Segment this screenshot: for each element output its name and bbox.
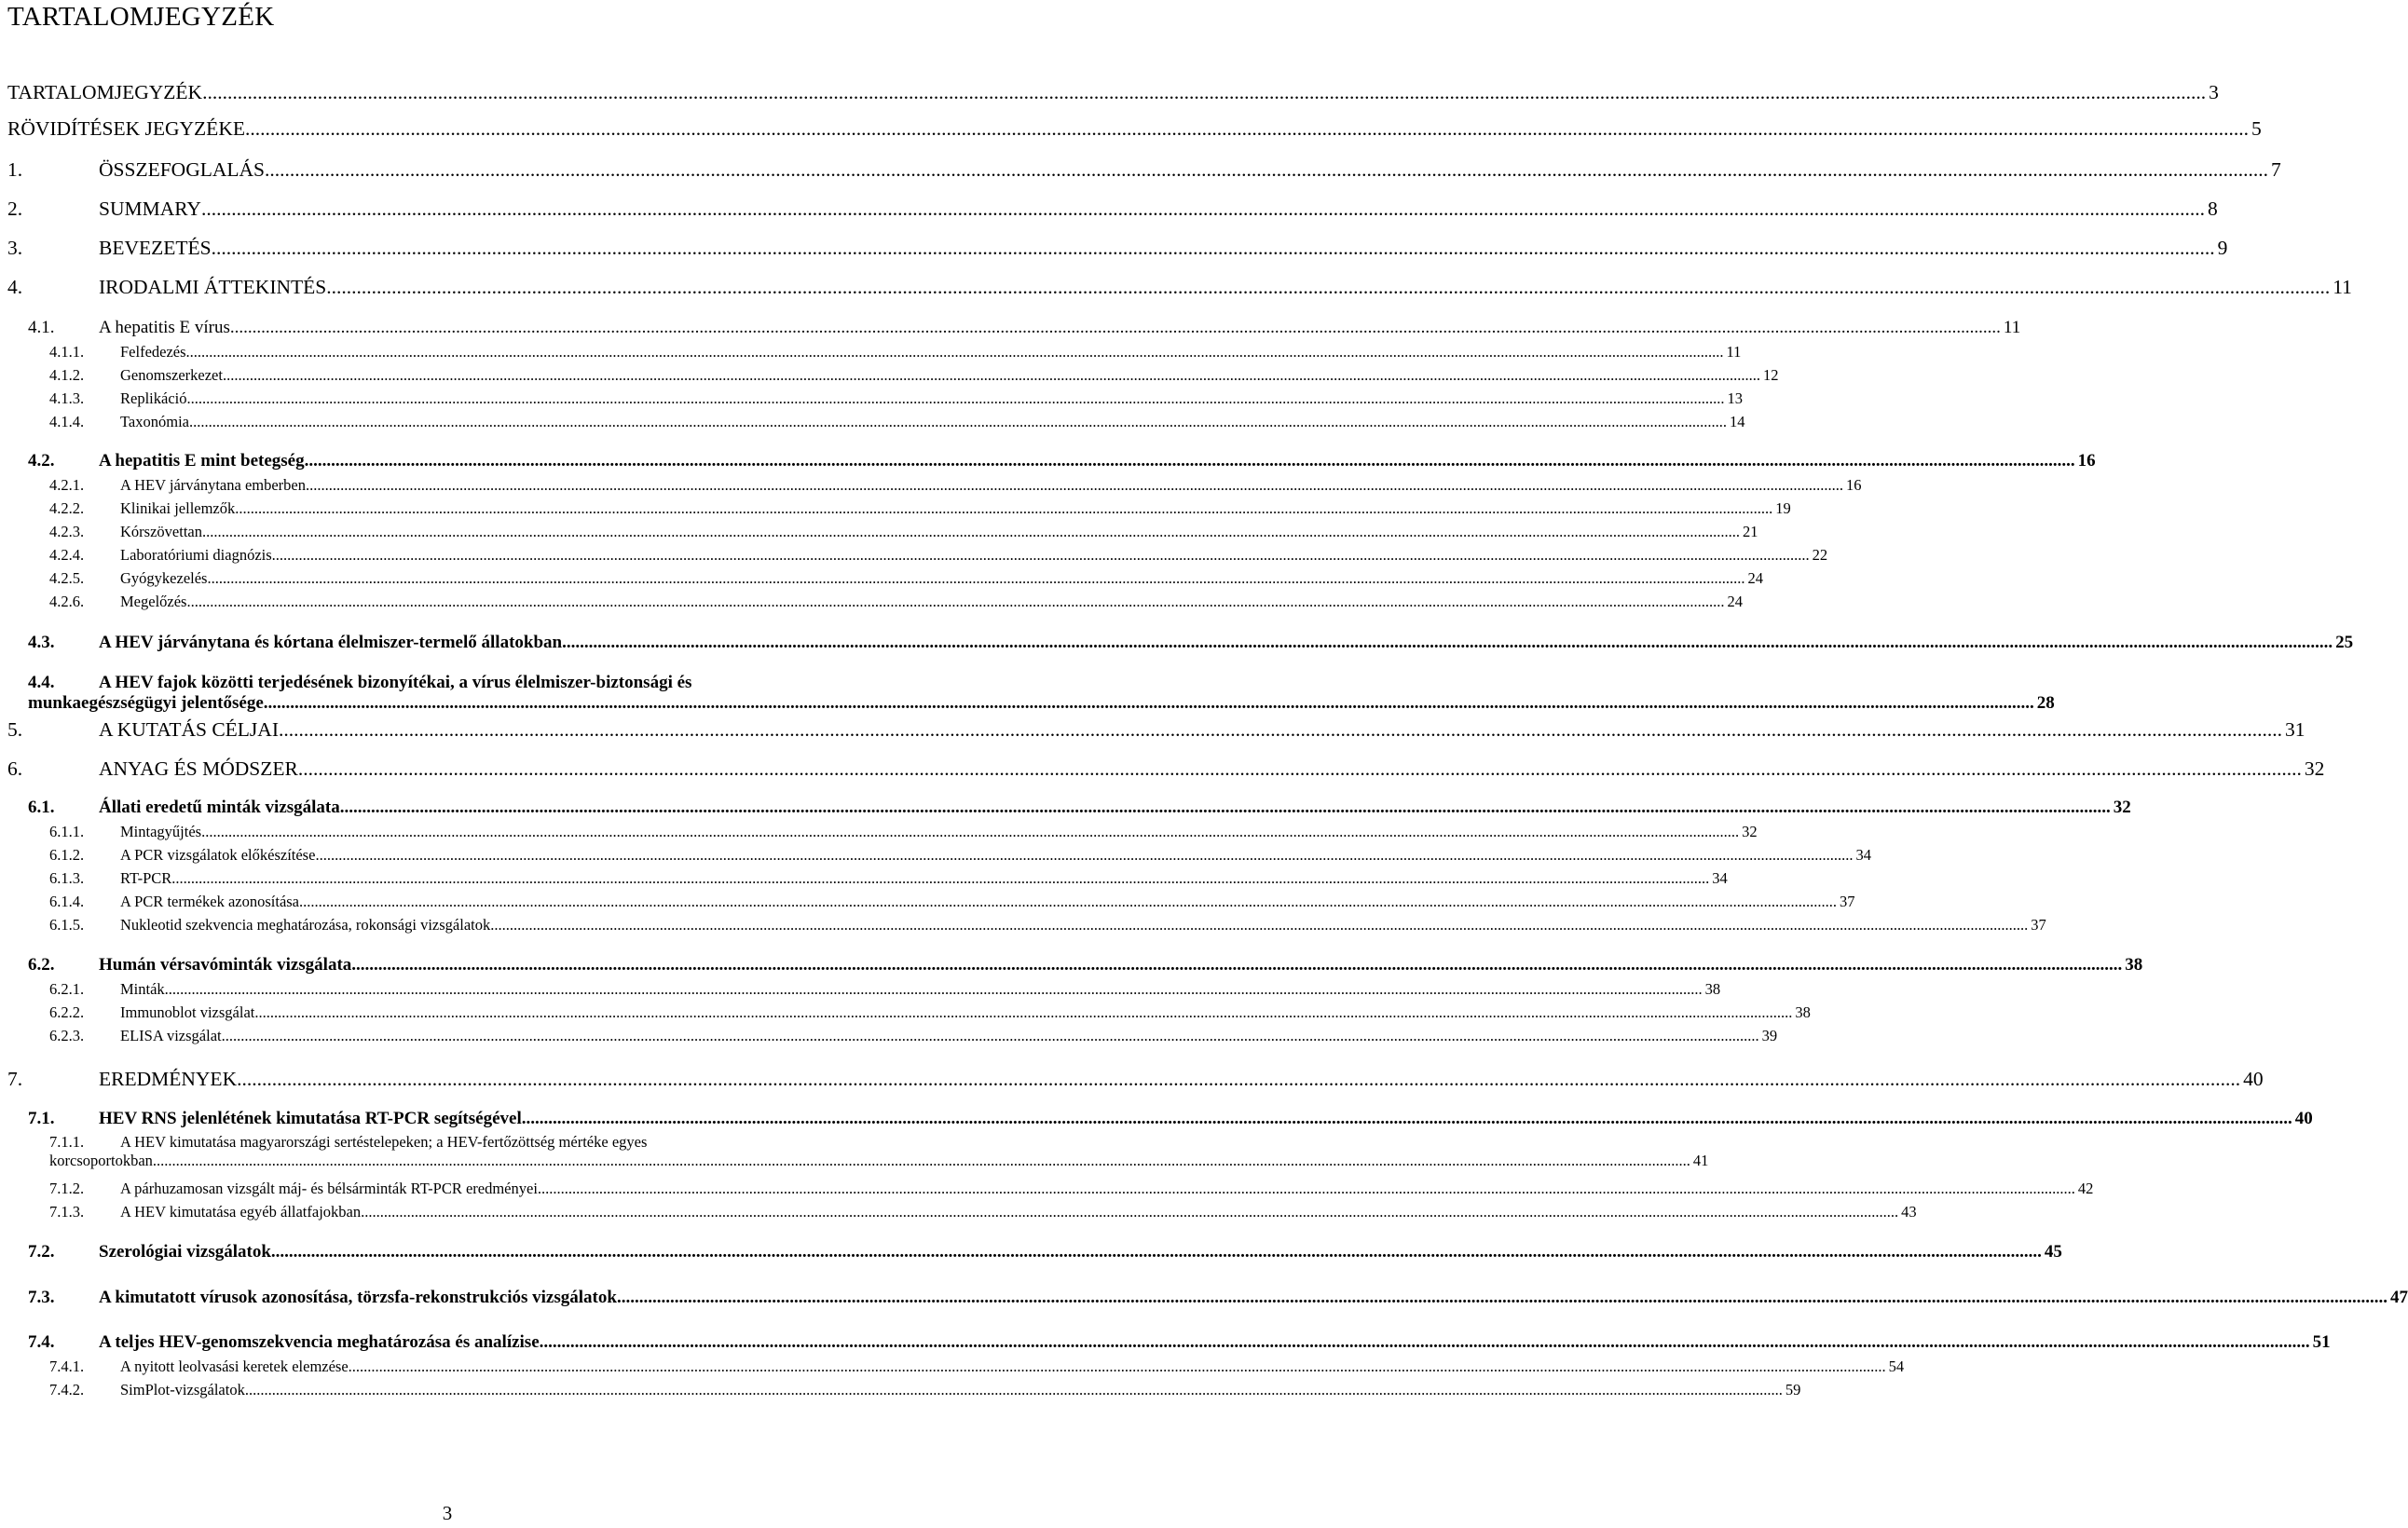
toc-entry-page: 51 <box>2312 1332 2331 1352</box>
dot-leader: ................................................................................................................................................................................................................................................................................................................................................................................................................ <box>189 413 1727 430</box>
toc-entry-number: 4.1.1. <box>49 343 85 361</box>
toc-entry[interactable] <box>0 117 2262 141</box>
toc-entry-number: 7.4. <box>28 1332 55 1352</box>
toc-entry-title: ANYAG ÉS MÓDSZER <box>99 757 298 780</box>
toc-entry-page: 32 <box>2113 798 2131 817</box>
toc-entry-number: 4.1. <box>28 318 55 337</box>
toc-entry-number: 6.2.1. <box>49 980 85 998</box>
toc-entry-page: 11 <box>2333 276 2352 298</box>
dot-leader: ................................................................................................................................................................................................................................................................................................................................................................................................................ <box>326 276 2331 298</box>
toc-entry-title: BEVEZETÉS <box>99 237 212 259</box>
dot-leader: ................................................................................................................................................................................................................................................................................................................................................................................................................ <box>339 798 2111 817</box>
toc-entry-title: A HEV járványtana emberben <box>120 476 306 494</box>
toc-entry[interactable] <box>0 366 1779 385</box>
toc-entry[interactable] <box>0 237 2228 260</box>
dot-leader: ................................................................................................................................................................................................................................................................................................................................................................................................................ <box>201 523 1740 540</box>
toc-entry-number: 7.4.2. <box>49 1381 85 1398</box>
toc-entry-number: 6. <box>7 757 23 780</box>
toc-entry[interactable] <box>0 1332 2331 1353</box>
toc-entry-title: Mintagyűjtés <box>120 823 202 840</box>
toc-entry[interactable] <box>0 1003 1811 1022</box>
toc-entry-page: 34 <box>1712 869 1728 887</box>
toc-entry-title: A HEV kimutatása magyarországi sertéstelepeken; a HEV-fertőzöttség mértéke egyes <box>120 1133 648 1151</box>
dot-leader: ................................................................................................................................................................................................................................................................................................................................................................................................................ <box>254 1003 1793 1021</box>
toc-entry-number: 4.2.5. <box>49 569 85 587</box>
toc-entry-page: 24 <box>1727 593 1743 610</box>
toc-entry[interactable] <box>0 980 1721 999</box>
toc-entry-title: Replikáció <box>120 389 187 407</box>
toc-entry-page: 40 <box>2243 1068 2264 1090</box>
toc-entry[interactable] <box>0 893 1855 911</box>
dot-leader: ................................................................................................................................................................................................................................................................................................................................................................................................................ <box>348 1357 1886 1375</box>
toc-entry-title: Szerológiai vizsgálatok <box>99 1242 271 1262</box>
toc-entry-number: 4.2. <box>28 451 55 471</box>
toc-entry[interactable] <box>0 318 2021 338</box>
toc-entry-title: A hepatitis E mint betegség <box>99 451 305 471</box>
dot-leader: ................................................................................................................................................................................................................................................................................................................................................................................................................ <box>185 343 1724 361</box>
toc-entry-number: 7.3. <box>28 1288 55 1307</box>
dot-leader: ................................................................................................................................................................................................................................................................................................................................................................................................................ <box>263 693 2034 713</box>
toc-entry-title: IRODALMI ÁTTEKINTÉS <box>99 276 327 298</box>
toc-entry-number: 6.1.3. <box>49 869 85 887</box>
toc-entry-page: 54 <box>1888 1357 1905 1375</box>
dot-leader: ................................................................................................................................................................................................................................................................................................................................................................................................................ <box>490 916 2029 934</box>
dot-leader: ................................................................................................................................................................................................................................................................................................................................................................................................................ <box>351 955 2123 975</box>
toc-entry-page: 38 <box>1704 980 1721 998</box>
toc-entry-page: 3 <box>2209 81 2219 103</box>
dot-leader: ................................................................................................................................................................................................................................................................................................................................................................................................................ <box>171 869 1710 887</box>
dot-leader: ................................................................................................................................................................................................................................................................................................................................................................................................................ <box>235 499 1773 517</box>
dot-leader: ................................................................................................................................................................................................................................................................................................................................................................................................................ <box>229 318 2001 337</box>
toc-entry-number: 4.1.3. <box>49 389 85 407</box>
toc-entry-page: 13 <box>1727 389 1743 407</box>
dot-leader: ................................................................................................................................................................................................................................................................................................................................................................................................................ <box>186 593 1725 610</box>
toc-entry-number: 7.4.1. <box>49 1357 85 1375</box>
toc-entry-page: 37 <box>1840 893 1855 910</box>
toc-entry-number: 4.2.6. <box>49 593 85 610</box>
dot-leader: ................................................................................................................................................................................................................................................................................................................................................................................................................ <box>306 476 1843 494</box>
toc-entry[interactable] <box>0 546 1828 565</box>
dot-leader: ................................................................................................................................................................................................................................................................................................................................................................................................................ <box>244 1381 1783 1398</box>
toc-entry-number: 6.2.2. <box>49 1003 85 1021</box>
toc-entry[interactable] <box>0 633 2354 653</box>
toc-entry-page: 7 <box>2271 158 2281 181</box>
toc-entry-number: 4.2.4. <box>49 546 85 564</box>
toc-entry-title: A hepatitis E vírus <box>99 318 230 337</box>
dot-leader: ................................................................................................................................................................................................................................................................................................................................................................................................................ <box>237 1068 2241 1090</box>
toc-entry[interactable] <box>0 523 1758 541</box>
toc-entry-number: 6.1.4. <box>49 893 85 910</box>
toc-entry[interactable] <box>0 413 1745 431</box>
toc-entry[interactable] <box>0 916 2046 935</box>
toc-entry-number: 6.1.5. <box>49 916 85 934</box>
toc-entry[interactable] <box>0 499 1791 518</box>
toc-entry-title: RT-PCR <box>120 869 172 887</box>
toc-entry-title: A PCR termékek azonosítása <box>120 893 300 910</box>
dot-leader: ................................................................................................................................................................................................................................................................................................................................................................................................................ <box>271 546 1810 564</box>
toc-entry[interactable] <box>0 1133 1709 1170</box>
dot-leader: ................................................................................................................................................................................................................................................................................................................................................................................................................ <box>537 1180 2075 1197</box>
dot-leader: ................................................................................................................................................................................................................................................................................................................................................................................................................ <box>207 569 1745 587</box>
dot-leader: ................................................................................................................................................................................................................................................................................................................................................................................................................ <box>299 893 1838 910</box>
toc-entry-page: 45 <box>2044 1242 2062 1262</box>
toc-entry[interactable] <box>0 1381 1801 1399</box>
toc-entry-page: 12 <box>1762 366 1779 384</box>
toc-entry-page: 40 <box>2294 1109 2313 1128</box>
toc-entry-page: 38 <box>1795 1003 1811 1021</box>
toc-entry-title: Minták <box>120 980 165 998</box>
toc-entry-number: 4.2.2. <box>49 499 85 517</box>
toc-entry[interactable] <box>0 673 2055 714</box>
toc-entry[interactable] <box>0 389 1743 408</box>
toc-entry-page: 32 <box>2304 757 2325 780</box>
toc-entry[interactable] <box>0 569 1763 588</box>
toc-entry[interactable] <box>0 593 1743 611</box>
toc-entry[interactable] <box>0 757 2325 781</box>
toc-entry-number: 4.2.1. <box>49 476 85 494</box>
toc-entry-page: 14 <box>1730 413 1745 430</box>
toc-entry-title: ÖSSZEFOGLALÁS <box>99 158 265 181</box>
toc-entry[interactable] <box>0 81 2219 104</box>
toc-entry[interactable] <box>0 198 2218 221</box>
toc-entry-number: 5. <box>7 718 23 741</box>
toc-entry-number: 7.1.1. <box>49 1133 85 1151</box>
toc-entry-title: Laboratóriumi diagnózis <box>120 546 272 564</box>
toc-entry-page: 21 <box>1742 523 1758 540</box>
dot-leader: ................................................................................................................................................................................................................................................................................................................................................................................................................ <box>186 389 1725 407</box>
toc-entry-title: Kórszövettan <box>120 523 202 540</box>
toc-entry-title: EREDMÉNYEK <box>99 1068 238 1090</box>
toc-entry-number: 4.2.3. <box>49 523 85 540</box>
toc-entry-page: 31 <box>2284 718 2305 741</box>
dot-leader: ................................................................................................................................................................................................................................................................................................................................................................................................................ <box>616 1288 2387 1307</box>
toc-entry-page: 16 <box>1846 476 1862 494</box>
toc-entry[interactable] <box>0 158 2281 182</box>
toc-entry-number: 6.1. <box>28 798 55 817</box>
toc-entry-page: 24 <box>1747 569 1763 587</box>
toc-entry-title: A párhuzamosan vizsgált máj- és bélsárminták RT-PCR eredményei <box>120 1180 538 1197</box>
toc-entry-page: 25 <box>2335 633 2354 652</box>
dot-leader: ................................................................................................................................................................................................................................................................................................................................................................................................................ <box>211 237 2215 259</box>
toc-entry-number: 3. <box>7 237 23 259</box>
toc-entry-title: SimPlot-vizsgálatok <box>120 1381 245 1398</box>
dot-leader: ................................................................................................................................................................................................................................................................................................................................................................................................................ <box>270 1242 2042 1262</box>
toc-entry-title: Humán vérsavóminták vizsgálata <box>99 955 352 975</box>
toc-entry-title: Immunoblot vizsgálat <box>120 1003 255 1021</box>
toc-entry-page: 11 <box>1726 343 1742 361</box>
toc-entry[interactable] <box>0 823 1758 841</box>
toc-entry[interactable] <box>0 1180 2094 1198</box>
toc-entry-title: A PCR vizsgálatok előkészítése <box>120 846 316 864</box>
toc-entry-page: 11 <box>2003 318 2021 337</box>
toc-entry-number: 7. <box>7 1068 23 1090</box>
toc-entry-page: 19 <box>1775 499 1791 517</box>
dot-leader: ................................................................................................................................................................................................................................................................................................................................................................................................................ <box>201 823 1740 840</box>
toc-entry-page: 38 <box>2125 955 2143 975</box>
toc-entry-page: 47 <box>2389 1288 2408 1307</box>
toc-entry-title: Gyógykezelés <box>120 569 208 587</box>
toc-entry-number: 6.2.3. <box>49 1027 85 1044</box>
toc-entry-title: ELISA vizsgálat <box>120 1027 222 1044</box>
toc-entry[interactable] <box>0 1068 2264 1091</box>
toc-entry-page: 8 <box>2207 198 2218 220</box>
dot-leader: ................................................................................................................................................................................................................................................................................................................................................................................................................ <box>244 117 2249 140</box>
toc-entry-title: A KUTATÁS CÉLJAI <box>99 718 279 741</box>
toc-entry-title: RÖVIDÍTÉSEK JEGYZÉKE <box>7 117 245 140</box>
toc-entry-page: 41 <box>1692 1152 1709 1169</box>
toc-entry-number: 6.1.2. <box>49 846 85 864</box>
toc-entry-number: 4. <box>7 276 23 298</box>
toc-entry-title: A HEV kimutatása egyéb állatfajokban <box>120 1203 362 1221</box>
toc-entry-number: 1. <box>7 158 23 181</box>
toc-entry-title: Állati eredetű minták vizsgálata <box>99 798 340 817</box>
toc-entry-title-continued: korcsoportokban <box>49 1152 153 1169</box>
toc-entry-title: Megelőzés <box>120 593 187 610</box>
toc-entry-title: A HEV fajok közötti terjedésének bizonyítékai, a vírus élelmiszer-biztonsági és <box>99 673 692 692</box>
toc-entry[interactable] <box>0 798 2131 818</box>
toc-entry-title: SUMMARY <box>99 198 201 220</box>
toc-entry-number: 6.1.1. <box>49 823 85 840</box>
toc-entry-page: 37 <box>2031 916 2046 934</box>
toc-entry-page: 16 <box>2077 451 2096 471</box>
toc-entry[interactable] <box>0 343 1742 362</box>
toc-entry[interactable] <box>0 1109 2313 1129</box>
dot-leader: ................................................................................................................................................................................................................................................................................................................................................................................................................ <box>539 1332 2310 1352</box>
toc-entry-number: 4.1.4. <box>49 413 85 430</box>
toc-entry-number: 7.2. <box>28 1242 55 1262</box>
toc-entry-title: A teljes HEV-genomszekvencia meghatározása és analízise <box>99 1332 540 1352</box>
toc-entry[interactable] <box>0 1242 2062 1262</box>
dot-leader: ................................................................................................................................................................................................................................................................................................................................................................................................................ <box>200 198 2205 220</box>
toc-entry-title: TARTALOMJEGYZÉK <box>7 81 203 103</box>
toc-entry-page: 28 <box>2036 693 2055 713</box>
page-heading: TARTALOMJEGYZÉK <box>7 2 275 32</box>
toc-entry-title: Felfedezés <box>120 343 186 361</box>
toc-entry-number: 6.2. <box>28 955 55 975</box>
toc-entry-title: Genomszerkezet <box>120 366 223 384</box>
dot-leader: ................................................................................................................................................................................................................................................................................................................................................................................................................ <box>297 757 2302 780</box>
toc-entry[interactable] <box>0 1203 1917 1221</box>
toc-entry-page: 34 <box>1855 846 1871 864</box>
dot-leader: ................................................................................................................................................................................................................................................................................................................................................................................................................ <box>278 718 2282 741</box>
toc-entry-title: Nukleotid szekvencia meghatározása, rokonsági vizsgálatok <box>120 916 491 934</box>
dot-leader: ................................................................................................................................................................................................................................................................................................................................................................................................................ <box>202 81 2207 103</box>
dot-leader: ................................................................................................................................................................................................................................................................................................................................................................................................................ <box>361 1203 1899 1221</box>
toc-entry[interactable] <box>0 846 1871 865</box>
toc-entry[interactable] <box>0 1288 2408 1308</box>
toc-entry[interactable] <box>0 955 2143 975</box>
dot-leader: ................................................................................................................................................................................................................................................................................................................................................................................................................ <box>222 366 1760 384</box>
toc-entry-number: 7.1.2. <box>49 1180 85 1197</box>
toc-entry-title: Taxonómia <box>120 413 189 430</box>
toc-entry[interactable] <box>0 276 2352 299</box>
toc-entry-title: HEV RNS jelenlétének kimutatása RT-PCR segítségével <box>99 1109 522 1128</box>
dot-leader: ................................................................................................................................................................................................................................................................................................................................................................................................................ <box>521 1109 2292 1128</box>
dot-leader: ................................................................................................................................................................................................................................................................................................................................................................................................................ <box>152 1152 1690 1169</box>
toc-entry-page: 22 <box>1812 546 1828 564</box>
toc-entry-page: 32 <box>1742 823 1758 840</box>
toc-entry-page: 5 <box>2251 117 2262 140</box>
toc-entry-number: 7.1.3. <box>49 1203 85 1221</box>
toc-entry-number: 7.1. <box>28 1109 55 1128</box>
toc-entry-number: 2. <box>7 198 23 220</box>
toc-entry-number: 4.3. <box>28 633 55 652</box>
dot-leader: ................................................................................................................................................................................................................................................................................................................................................................................................................ <box>265 158 2268 181</box>
toc-entry-page: 39 <box>1761 1027 1778 1044</box>
page-number: 3 <box>442 1502 453 1524</box>
toc-entry-number: 4.1.2. <box>49 366 85 384</box>
dot-leader: ................................................................................................................................................................................................................................................................................................................................................................................................................ <box>164 980 1703 998</box>
toc-entry[interactable] <box>0 476 1862 495</box>
toc-entry-title: A nyitott leolvasási keretek elemzése <box>120 1357 349 1375</box>
toc-entry-title-continued: munkaegészségügyi jelentősége <box>28 693 264 713</box>
toc-entry[interactable] <box>0 1027 1778 1045</box>
toc-entry-number: 4.4. <box>28 673 55 692</box>
dot-leader: ................................................................................................................................................................................................................................................................................................................................................................................................................ <box>304 451 2075 471</box>
dot-leader: ................................................................................................................................................................................................................................................................................................................................................................................................................ <box>562 633 2333 652</box>
toc-entry-page: 42 <box>2077 1180 2094 1197</box>
toc-entry-title: A HEV járványtana és kórtana élelmiszer-termelő állatokban <box>99 633 563 652</box>
toc-entry[interactable] <box>0 718 2305 742</box>
toc-entry[interactable] <box>0 451 2096 471</box>
dot-leader: ................................................................................................................................................................................................................................................................................................................................................................................................................ <box>221 1027 1759 1044</box>
toc-entry-page: 43 <box>1901 1203 1917 1221</box>
toc-entry-page: 9 <box>2217 237 2228 259</box>
toc-entry-title: A kimutatott vírusok azonosítása, törzsfa-rekonstrukciós vizsgálatok <box>99 1288 617 1307</box>
dot-leader: ................................................................................................................................................................................................................................................................................................................................................................................................................ <box>315 846 1854 864</box>
toc-entry[interactable] <box>0 1357 1905 1376</box>
toc-entry[interactable] <box>0 869 1728 888</box>
toc-entry-page: 59 <box>1785 1381 1801 1398</box>
toc-entry-title: Klinikai jellemzők <box>120 499 236 517</box>
